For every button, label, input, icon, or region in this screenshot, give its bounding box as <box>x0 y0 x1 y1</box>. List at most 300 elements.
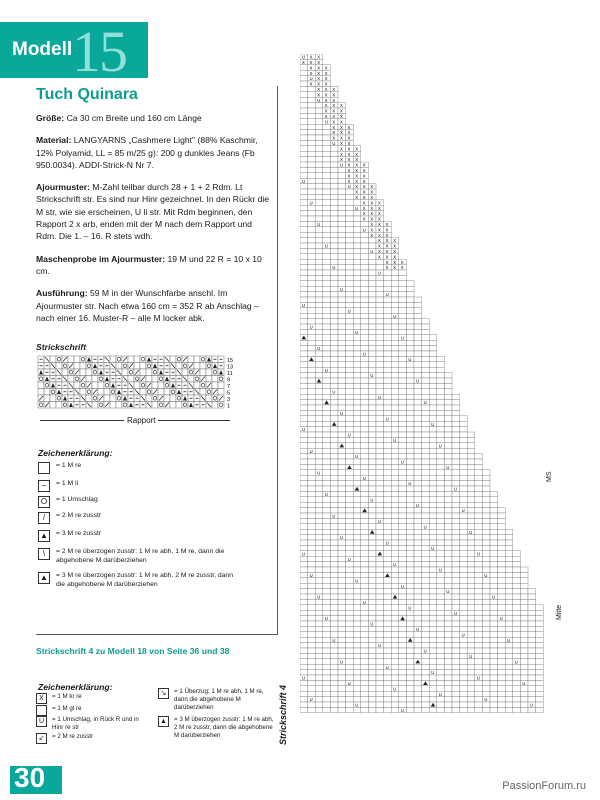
grid-cell <box>315 659 323 664</box>
grid-cell <box>338 432 346 437</box>
grid-cell <box>406 626 414 631</box>
grid-cell <box>368 508 376 513</box>
grid-cell <box>323 205 331 210</box>
cell-symbol: X <box>332 119 336 125</box>
grid-cell <box>308 113 316 118</box>
grid-cell <box>330 329 338 334</box>
mini-cell <box>50 402 56 409</box>
mini-row-number: 13 <box>227 364 234 371</box>
cell-symbol: U <box>393 313 397 319</box>
grid-cell <box>406 405 414 410</box>
grid-cell <box>315 691 323 696</box>
grid-cell <box>308 459 316 464</box>
grid-cell <box>399 670 407 675</box>
grid-cell <box>368 400 376 405</box>
grid-cell <box>437 610 445 615</box>
grid-cell <box>338 583 346 588</box>
grid-cell <box>308 108 316 113</box>
grid-cell <box>300 578 308 583</box>
grid-cell <box>300 146 308 151</box>
cell-symbol: X <box>385 254 389 260</box>
grid-cell <box>330 578 338 583</box>
grid-cell <box>353 664 361 669</box>
grid-cell <box>323 356 331 361</box>
grid-cell <box>498 621 506 626</box>
grid-cell <box>300 707 308 712</box>
grid-cell <box>353 610 361 615</box>
grid-cell <box>414 481 422 486</box>
grid-cell <box>399 464 407 469</box>
grid-cell <box>308 103 316 108</box>
grid-cell <box>437 702 445 707</box>
grid-cell <box>368 324 376 329</box>
legend-symbol-icon: \ <box>38 548 50 560</box>
grid-cell <box>399 394 407 399</box>
grid-cell <box>384 653 392 658</box>
grid-cell <box>505 529 513 534</box>
grid-cell <box>422 373 430 378</box>
grid-cell <box>384 454 392 459</box>
chart4-label: Strickschrift 4 <box>278 684 288 745</box>
grid-cell <box>437 497 445 502</box>
grid-cell <box>384 432 392 437</box>
grid-cell <box>368 653 376 658</box>
grid-cell <box>452 648 460 653</box>
grid-cell <box>323 297 331 302</box>
grid-cell <box>528 616 536 621</box>
grid-cell <box>414 513 422 518</box>
grid-cell <box>429 551 437 556</box>
grid-cell <box>376 545 384 550</box>
mitte-marker: Mitte <box>556 604 563 620</box>
grid-cell <box>406 448 414 453</box>
mini-cell <box>170 402 176 409</box>
cell-symbol: X <box>324 76 328 82</box>
grid-cell <box>391 421 399 426</box>
grid-cell <box>376 508 384 513</box>
grid-cell <box>338 362 346 367</box>
grid-cell <box>346 486 354 491</box>
grid-cell <box>384 626 392 631</box>
cell-symbol: X <box>347 135 351 141</box>
grid-cell <box>422 394 430 399</box>
cell-symbol: U <box>332 265 336 271</box>
cell-symbol: X <box>370 200 374 206</box>
grid-cell <box>406 540 414 545</box>
grid-cell <box>460 545 468 550</box>
grid-cell <box>330 427 338 432</box>
grid-cell <box>353 227 361 232</box>
grid-cell <box>460 648 468 653</box>
grid-cell <box>361 491 369 496</box>
grid-cell <box>353 513 361 518</box>
grid-cell <box>376 356 384 361</box>
mini-cell <box>206 376 212 383</box>
grid-cell <box>399 562 407 567</box>
grid-cell <box>528 691 536 696</box>
grid-cell <box>467 502 475 507</box>
grid-cell <box>330 313 338 318</box>
grid-cell <box>384 605 392 610</box>
grid-cell <box>361 481 369 486</box>
grid-cell <box>520 648 528 653</box>
grid-cell <box>346 356 354 361</box>
grid-cell <box>330 707 338 712</box>
grid-cell <box>330 211 338 216</box>
grid-cell <box>422 675 430 680</box>
grid-cell <box>384 556 392 561</box>
grid-cell <box>482 632 490 637</box>
grid-cell <box>361 535 369 540</box>
grid-cell <box>338 248 346 253</box>
ref-legend-text: = 1 M kr re <box>52 693 82 700</box>
cell-symbol: U <box>309 324 313 330</box>
grid-cell <box>422 659 430 664</box>
cell-symbol: U <box>309 573 313 578</box>
grid-cell <box>490 497 498 502</box>
grid-cell <box>429 707 437 712</box>
grid-cell <box>323 302 331 307</box>
grid-cell <box>346 373 354 378</box>
grid-cell <box>346 643 354 648</box>
grid-cell <box>399 508 407 513</box>
grid-cell <box>498 513 506 518</box>
grid-cell <box>452 529 460 534</box>
grid-cell <box>330 475 338 480</box>
grid-cell <box>384 513 392 518</box>
grid-cell <box>444 686 452 691</box>
mini-cell <box>182 369 188 376</box>
grid-cell <box>437 475 445 480</box>
grid-cell <box>338 416 346 421</box>
grid-cell <box>399 540 407 545</box>
grid-cell <box>414 400 422 405</box>
grid-cell <box>414 518 422 523</box>
grid-cell <box>330 394 338 399</box>
grid-cell <box>482 470 490 475</box>
grid-cell <box>391 351 399 356</box>
grid-cell <box>399 697 407 702</box>
strickschrift-chart <box>36 354 266 410</box>
grid-cell <box>330 335 338 340</box>
grid-cell <box>429 664 437 669</box>
grid-cell <box>300 653 308 658</box>
grid-cell <box>490 686 498 691</box>
grid-cell <box>368 632 376 637</box>
grid-cell <box>498 707 506 712</box>
grid-cell <box>330 162 338 167</box>
grid-cell <box>391 454 399 459</box>
cell-symbol: U <box>393 438 397 443</box>
grid-cell <box>346 508 354 513</box>
cell-symbol: X <box>355 157 358 163</box>
grid-cell <box>323 211 331 216</box>
cell-symbol: X <box>378 222 381 227</box>
cell-symbol: X <box>347 130 351 136</box>
grid-cell <box>399 427 407 432</box>
grid-cell <box>338 265 346 270</box>
mini-cell <box>170 389 176 396</box>
grid-cell <box>346 583 354 588</box>
grid-cell <box>414 464 422 469</box>
grid-cell <box>422 410 430 415</box>
grid-cell <box>353 637 361 642</box>
grid-cell <box>437 416 445 421</box>
grid-cell <box>399 556 407 561</box>
grid-cell <box>338 421 346 426</box>
grid-cell <box>308 367 316 372</box>
grid-cell <box>384 486 392 491</box>
legend-item <box>38 530 238 542</box>
cell-symbol: U <box>332 389 336 395</box>
grid-cell <box>437 589 445 594</box>
grid-cell <box>482 605 490 610</box>
grid-cell <box>414 367 422 372</box>
mini-cell <box>50 356 56 363</box>
grid-cell <box>300 535 308 540</box>
grid-cell <box>308 443 316 448</box>
grid-cell <box>300 135 308 140</box>
grid-cell <box>444 659 452 664</box>
grid-cell <box>391 275 399 280</box>
grid-cell <box>330 648 338 653</box>
grid-cell <box>384 675 392 680</box>
grid-cell <box>475 567 483 572</box>
grid-cell <box>498 551 506 556</box>
grid-cell <box>300 594 308 599</box>
mini-cell <box>38 382 44 389</box>
grid-cell <box>368 664 376 669</box>
legend-item <box>38 572 238 589</box>
grid-cell <box>422 378 430 383</box>
ref-legend-symbol-icon <box>36 705 47 716</box>
mini-cell <box>152 382 158 389</box>
grid-cell <box>330 416 338 421</box>
grid-cell <box>467 524 475 529</box>
grid-cell <box>323 221 331 226</box>
grid-cell <box>353 427 361 432</box>
grid-cell <box>429 443 437 448</box>
ref-legend-symbol-icon: U <box>36 716 47 727</box>
grid-cell <box>308 637 316 642</box>
grid-cell <box>376 373 384 378</box>
legend-heading: Zeichenerklärung: <box>38 448 113 458</box>
grid-cell <box>460 513 468 518</box>
grid-cell <box>323 605 331 610</box>
grid-cell <box>467 475 475 480</box>
grid-cell <box>361 702 369 707</box>
grid-cell <box>391 389 399 394</box>
grid-cell <box>414 383 422 388</box>
grid-cell <box>391 707 399 712</box>
grid-cell <box>315 383 323 388</box>
grid-cell <box>338 216 346 221</box>
grid-cell <box>315 454 323 459</box>
grid-cell <box>399 443 407 448</box>
grid-cell <box>444 545 452 550</box>
grid-cell <box>513 653 521 658</box>
grid-cell <box>315 167 323 172</box>
grid-cell <box>315 140 323 145</box>
grid-cell <box>315 475 323 480</box>
grid-cell <box>368 362 376 367</box>
grid-cell <box>384 621 392 626</box>
grid-cell <box>300 124 308 129</box>
grid-cell <box>346 535 354 540</box>
cell-symbol: X <box>362 189 366 195</box>
grid-cell <box>406 545 414 550</box>
grid-cell <box>300 119 308 124</box>
cell-symbol: X <box>362 195 366 200</box>
cell-symbol: U <box>362 227 366 233</box>
grid-cell <box>308 157 316 162</box>
grid-cell <box>315 589 323 594</box>
grid-cell <box>414 589 422 594</box>
grid-cell <box>444 513 452 518</box>
grid-cell <box>361 605 369 610</box>
grid-cell <box>323 680 331 685</box>
grid-cell <box>452 481 460 486</box>
grid-cell <box>399 518 407 523</box>
grid-cell <box>414 405 422 410</box>
cell-symbol: X <box>317 87 320 92</box>
grid-cell <box>399 691 407 696</box>
grid-cell <box>384 362 392 367</box>
grid-cell <box>437 464 445 469</box>
grid-cell <box>444 621 452 626</box>
grid-cell <box>353 518 361 523</box>
grid-cell <box>368 275 376 280</box>
grid-cell <box>361 664 369 669</box>
grid-cell <box>513 605 521 610</box>
grid-cell <box>437 389 445 394</box>
grid-cell <box>330 319 338 324</box>
grid-cell <box>467 626 475 631</box>
cell-symbol: U <box>400 459 404 465</box>
grid-cell <box>308 416 316 421</box>
grid-cell <box>315 502 323 507</box>
grid-cell <box>429 572 437 577</box>
cell-symbol: X <box>332 97 336 103</box>
grid-cell <box>437 524 445 529</box>
grid-cell <box>460 448 468 453</box>
cell-symbol: U <box>423 400 427 406</box>
grid-cell <box>391 653 399 658</box>
grid-cell <box>406 653 414 658</box>
grid-cell <box>353 281 361 286</box>
grid-cell <box>505 610 513 615</box>
grid-cell <box>467 551 475 556</box>
grid-cell <box>323 707 331 712</box>
grid-cell <box>330 518 338 523</box>
grid-cell <box>300 216 308 221</box>
grid-cell <box>467 632 475 637</box>
grid-cell <box>391 621 399 626</box>
cell-symbol: U <box>317 97 321 103</box>
grid-cell <box>315 572 323 577</box>
grid-cell <box>338 508 346 513</box>
grid-cell <box>353 216 361 221</box>
grid-cell <box>414 535 422 540</box>
grid-cell <box>429 502 437 507</box>
grid-cell <box>384 275 392 280</box>
grid-cell <box>384 319 392 324</box>
grid-cell <box>406 281 414 286</box>
grid-cell <box>308 616 316 621</box>
mini-cell <box>44 389 50 396</box>
grid-cell <box>338 562 346 567</box>
grid-cell <box>353 373 361 378</box>
grid-cell <box>475 502 483 507</box>
grid-cell <box>361 518 369 523</box>
mini-cell <box>200 363 206 370</box>
mini-cell <box>206 395 212 402</box>
grid-cell <box>467 697 475 702</box>
cell-symbol: X <box>385 227 389 233</box>
grid-cell <box>467 648 475 653</box>
grid-cell <box>513 680 521 685</box>
grid-cell <box>460 491 468 496</box>
grid-cell <box>361 454 369 459</box>
grid-cell <box>406 432 414 437</box>
grid-cell <box>300 227 308 232</box>
grid-cell <box>300 459 308 464</box>
grid-cell <box>330 194 338 199</box>
grid-cell <box>353 410 361 415</box>
mini-cell <box>170 395 176 402</box>
grid-cell <box>361 221 369 226</box>
legend-item <box>38 480 238 492</box>
grid-cell <box>406 648 414 653</box>
grid-cell <box>406 459 414 464</box>
grid-cell <box>353 572 361 577</box>
grid-cell <box>323 362 331 367</box>
grid-cell <box>406 394 414 399</box>
cell-symbol: X <box>317 92 320 98</box>
grid-cell <box>452 594 460 599</box>
grid-cell <box>498 648 506 653</box>
grid-cell <box>513 670 521 675</box>
grid-cell <box>308 508 316 513</box>
grid-cell <box>406 486 414 491</box>
grid-cell <box>308 497 316 502</box>
grid-cell <box>513 594 521 599</box>
grid-cell <box>437 470 445 475</box>
cell-symbol: X <box>355 151 358 157</box>
grid-cell <box>384 383 392 388</box>
grid-cell <box>300 518 308 523</box>
grid-cell <box>498 643 506 648</box>
grid-cell <box>353 675 361 680</box>
grid-cell <box>444 454 452 459</box>
grid-cell <box>444 605 452 610</box>
grid-cell <box>308 346 316 351</box>
grid-cell <box>361 313 369 318</box>
grid-cell <box>308 589 316 594</box>
grid-cell <box>376 351 384 356</box>
grid-cell <box>323 416 331 421</box>
grid-cell <box>399 513 407 518</box>
grid-cell <box>346 616 354 621</box>
grid-cell <box>391 589 399 594</box>
cell-symbol: X <box>340 130 343 136</box>
grid-cell <box>323 167 331 172</box>
grid-cell <box>353 686 361 691</box>
grid-cell <box>330 632 338 637</box>
grid-cell <box>513 599 521 604</box>
grid-cell <box>315 664 323 669</box>
grid-cell <box>308 545 316 550</box>
